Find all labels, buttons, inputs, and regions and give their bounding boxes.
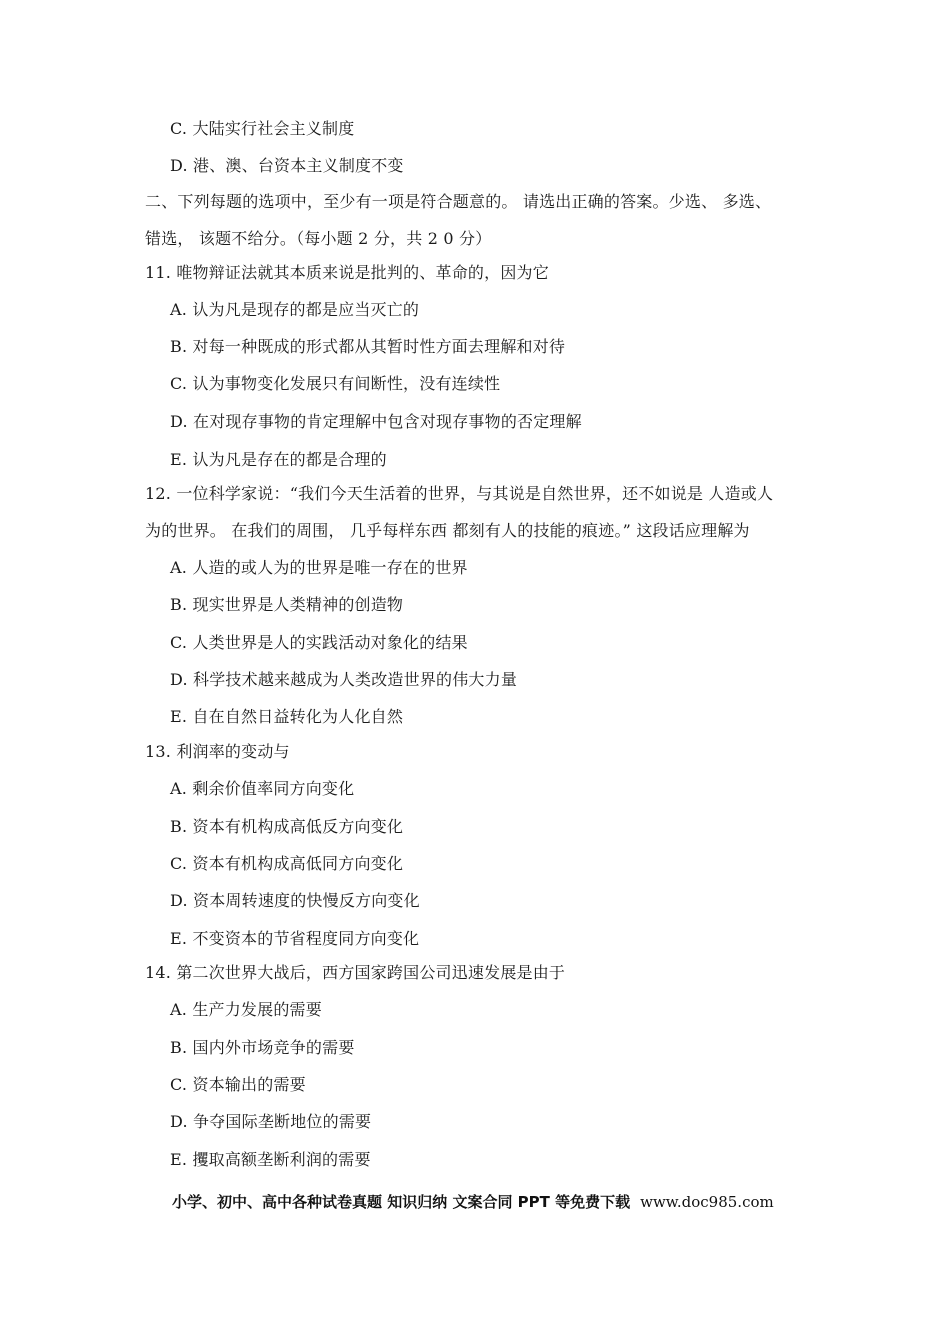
- option-line: D. 在对现存事物的肯定理解中包含对现存事物的否定理解: [170, 412, 582, 431]
- option-line: E. 自在自然日益转化为人化自然: [170, 707, 404, 726]
- option-line: B. 对每一种既成的形式都从其暂时性方面去理解和对待: [170, 337, 566, 356]
- option-line: A. 生产力发展的需要: [170, 1000, 322, 1019]
- option-line: D. 资本周转速度的快慢反方向变化: [170, 891, 420, 910]
- option-line: C. 认为事物变化发展只有间断性，没有连续性: [170, 374, 501, 393]
- section-instruction: 二、下列每题的选项中，至少有一项是符合题意的。 请选出正确的答案。少选、 多选、: [145, 192, 772, 211]
- option-line: C. 人类世界是人的实践活动对象化的结果: [170, 633, 468, 652]
- question-stem: 11. 唯物辩证法就其本质来说是批判的、革命的，因为它: [145, 263, 549, 282]
- option-line: E. 认为凡是存在的都是合理的: [170, 450, 387, 469]
- option-line: C. 大陆实行社会主义制度: [170, 119, 355, 138]
- option-line: A. 人造的或人为的世界是唯一存在的世界: [170, 558, 468, 577]
- option-line: B. 国内外市场竞争的需要: [170, 1038, 355, 1057]
- option-line: A. 剩余价值率同方向变化: [170, 779, 355, 798]
- option-line: D. 争夺国际垄断地位的需要: [170, 1112, 372, 1131]
- option-line: D. 港、澳、台资本主义制度不变: [170, 156, 404, 175]
- section-instruction: 错选， 该题不给分。（每小题 2 分，共 2 0 分）: [145, 229, 492, 248]
- question-stem: 12. 一位科学家说：“我们今天生活着的世界，与其说是自然世界，还不如说是 人造或人: [145, 484, 774, 503]
- option-line: B. 资本有机构成高低反方向变化: [170, 817, 404, 836]
- option-line: C. 资本输出的需要: [170, 1075, 306, 1094]
- option-line: C. 资本有机构成高低同方向变化: [170, 854, 404, 873]
- footer-text: 小学、初中、高中各种试卷真题 知识归纳 文案合同 PPT 等免费下载: [172, 1193, 631, 1211]
- question-stem: 13. 利润率的变动与: [145, 742, 290, 761]
- option-line: E. 攫取高额垄断利润的需要: [170, 1150, 371, 1169]
- page-footer: [172, 1191, 774, 1212]
- option-line: D. 科学技术越来越成为人类改造世界的伟大力量: [170, 670, 518, 689]
- option-line: B. 现实世界是人类精神的创造物: [170, 595, 404, 614]
- question-stem: 为的世界。 在我们的周围， 几乎每样东西 都刻有人的技能的痕迹。” 这段话应理解为: [145, 521, 750, 540]
- footer-url[interactable]: www.doc985.com: [640, 1193, 774, 1211]
- question-stem: 14. 第二次世界大战后，西方国家跨国公司迅速发展是由于: [145, 963, 566, 982]
- option-line: E. 不变资本的节省程度同方向变化: [170, 929, 420, 948]
- option-line: A. 认为凡是现存的都是应当灭亡的: [170, 300, 420, 319]
